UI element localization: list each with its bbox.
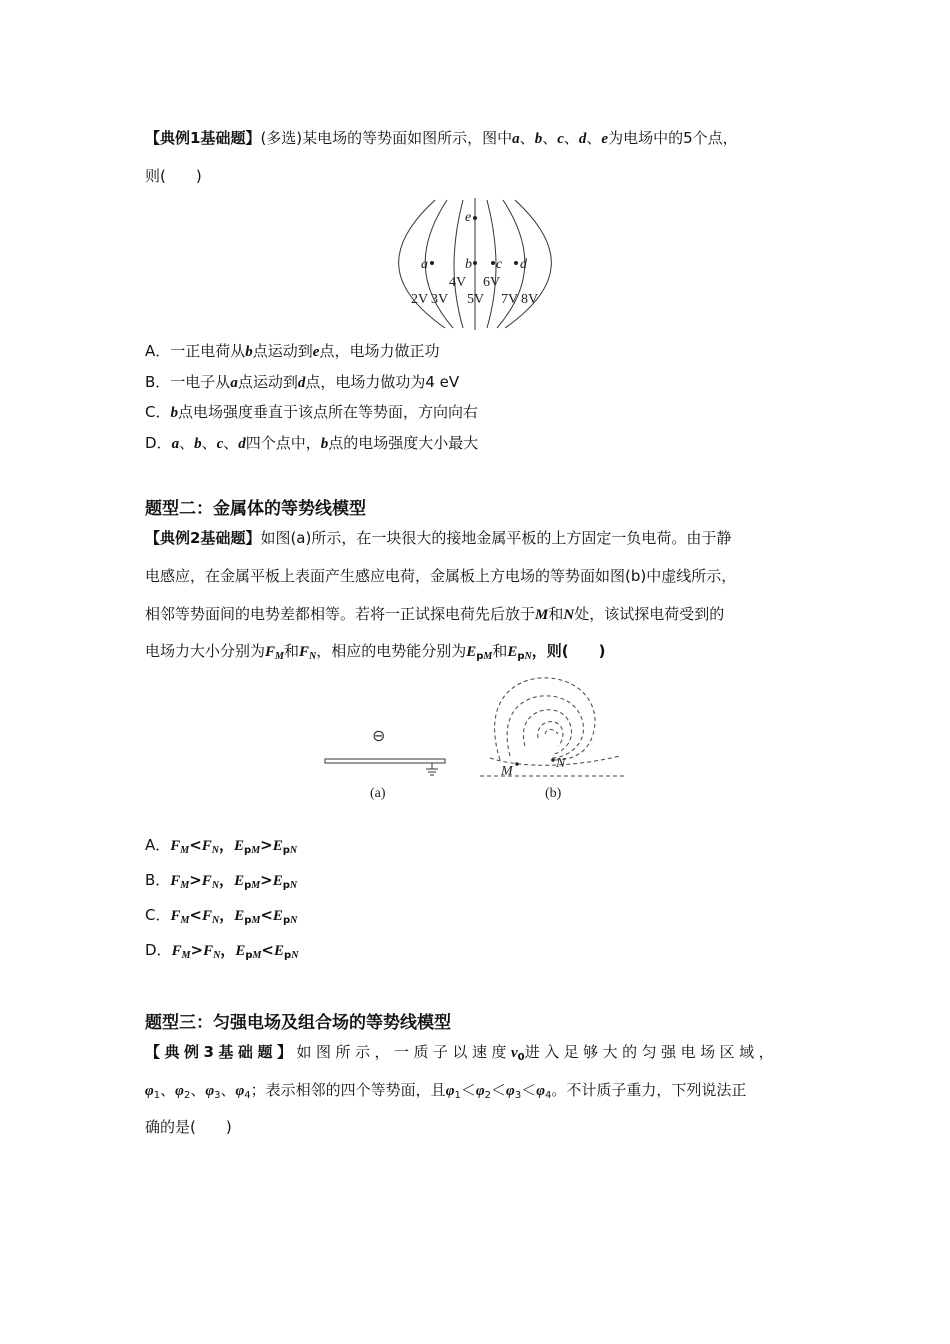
label-5v: 5V [467,292,485,307]
ex2-option-b: B．$F_M>F_N$，$E_{pM}>E_{pN}$ [145,871,298,891]
relation: < [260,906,273,924]
sub-n: N [213,950,221,961]
ex1-option-b [145,372,459,393]
ex2-line2: 电感应，在金属平板上表面产生感应电荷，金属板上方电场的等势面如图(b)中虚线所示， [145,567,737,585]
label-b: b [465,257,472,272]
dot-e [473,216,477,220]
ex2-option-d: D．$F_M>F_N$，$E_{pM}<E_{pN}$ [145,941,299,961]
var-v: v [510,1045,518,1061]
label-c: c [496,257,503,272]
section3-title: 题型三：匀强电场及组合场的等势线模型 [145,1013,451,1033]
sub-pm [245,950,261,961]
ex2-text1: 如图(a)所示，在一块很大的接地金属平板的上方固定一负电荷。由于静 [260,529,732,547]
ex2-text: 电场力大小分别为 [145,642,266,660]
dot-b [473,261,477,265]
sub-m: M [180,845,190,856]
less-than: ＜ [460,1081,476,1099]
sub-p: p [244,845,252,856]
ex1-text1: (多选)某电场的等势面如图所示，图中 [260,129,513,147]
label-e: e [465,210,472,225]
dot-a [430,261,434,265]
point-b: b [534,131,543,147]
var-f: F [201,873,212,889]
label-b-fig: (b) [545,786,562,801]
metal-plate-figure [320,676,630,804]
sub-m: M [181,950,191,961]
option-var: b [320,436,329,452]
ex1-option-c [145,402,478,423]
ex2-option-c: C．$F_M<F_N$，$E_{pM}<E_{pN}$ [145,906,298,926]
relation: < [189,906,202,924]
point-e: e [601,131,609,147]
option-var: d [238,436,246,452]
var-e: E [234,838,245,854]
option-text: 、 [223,434,239,452]
var-phi: φ [536,1083,545,1099]
var-e: E [234,873,245,889]
option-text: 点电场强度垂直于该点所在等势面，方向向右 [177,403,478,421]
sub-n: N [211,880,220,891]
option-letter: D． [145,941,172,959]
sub-m: M [483,651,493,662]
sub-p: p [517,651,525,662]
ex2-tag: 【典例2基础题】 [145,529,261,547]
sub-p: p [282,845,290,856]
var-phi: φ [506,1083,515,1099]
var-f: F [171,943,182,959]
option-text: 、 [179,434,195,452]
var-phi: φ [475,1083,485,1099]
equipotential-3v [425,200,453,328]
var-phi: φ [175,1083,184,1099]
point-m-dot [515,762,519,766]
option-text: 点运动到 [252,342,313,360]
ex1-text2: 为电场中的5个点， [608,129,738,147]
less-than: ＜ [521,1081,537,1099]
option-text: 点，电场力做功为4 eV [305,373,460,391]
sub-0: 0 [517,1052,525,1063]
label-a: a [421,257,428,272]
metal-plate [325,759,445,763]
sub-pm [476,651,492,662]
sub-n: N [291,950,299,961]
point-a: a [512,131,520,147]
var-e: E [466,644,477,660]
relation: < [261,941,274,959]
var-m: M [535,607,549,623]
label-d: d [520,257,527,272]
ex3-text: 、 [220,1081,236,1099]
label-6v: 6V [483,275,501,290]
ex2-text: 和 [492,642,508,660]
sub-p: p [244,880,252,891]
ex2-text: 和 [548,605,564,623]
sub-pn [283,845,297,856]
label-3v: 3V [431,292,449,307]
option-var: a [171,436,180,452]
option-text: 点运动到 [237,373,298,391]
sub-pn [284,950,298,961]
point-n-dot [551,758,555,762]
ex1-option-d [145,433,478,454]
sub-p: p [282,915,291,926]
sub-p: p [476,651,484,662]
label-4v: 4V [449,275,467,290]
ex1-line2: 则( ) [145,167,202,185]
sub-n: N [289,880,298,891]
ex3-text: 、 [160,1081,176,1099]
ex2-text: ，则( ) [531,642,606,660]
var-e: E [272,873,283,889]
sub-p: p [245,950,253,961]
option-var: b [170,405,178,421]
ex2-line3 [145,604,724,625]
option-text: 一正电荷从 [170,342,246,360]
ex2-line4 [145,641,605,667]
label-8v: 8V [521,292,539,307]
ex3-text: ；表示相邻的四个等势面，且 [250,1081,446,1099]
sub-pn [517,651,531,662]
var-f: F [170,908,181,924]
relation: > [260,871,273,889]
option-text: 点的电场强度大小最大 [328,434,479,452]
var-phi: φ [235,1083,245,1099]
ex3-tag: 【典例3基础题】 [145,1043,297,1061]
relation: > [189,871,202,889]
label-n-fig: N [556,756,566,771]
sub-pm [244,915,260,926]
relation: > [260,836,273,854]
ex1-line1: 【典例1基础题】(多选)某电场的等势面如图所示，图中a、b、c、d、e为电场中的5个点， [145,129,738,147]
dot-d [514,261,518,265]
point-d: d [578,131,587,147]
dot-c [491,261,495,265]
option-letter: B． [145,373,171,391]
negative-charge-symbol: ⊖ [372,726,386,745]
sub-n: N [211,845,220,856]
var-f: F [170,838,181,854]
option-letter: A． [145,342,171,360]
sub-p: p [282,880,290,891]
sub-pn [283,915,297,926]
label-a-fig: (a) [370,786,386,801]
var-f: F [203,943,214,959]
var-e: E [234,908,245,924]
ex3-line2: $\varphi_1$、$\varphi_2$、$\varphi_3$、$\varphi_4$；表示相邻的四个等势面，且$\varphi_1<\varphi_2<\varphi_3<\varphi_4$。不计质子重力，下列说法正 [145,1081,747,1101]
relation: > [190,941,204,959]
var-phi: φ [145,1083,154,1099]
sub-pm [244,845,260,856]
var-e: E [507,644,518,660]
option-letter: B． [145,871,171,889]
sub-pm [244,880,260,891]
sub-m: M [251,915,261,926]
option-letter: D． [145,434,172,452]
sub-m: M [180,915,190,926]
sub-pn [283,880,297,891]
sub-n: N [212,915,220,926]
ex2-text: ，相应的电势能分别为 [316,642,467,660]
label-7v: 7V [501,292,519,307]
option-text: 、 [201,434,217,452]
var-e: E [235,943,246,959]
option-var: b [194,436,202,452]
sub-m: M [251,845,261,856]
ex2-text: 相邻等势面间的电势差都相等。若将一正试探电荷先后放于 [145,605,536,623]
section2-title: 题型二：金属体的等势线模型 [145,499,366,519]
option-var: b [245,344,253,360]
sub-p: p [284,950,292,961]
var-e: E [274,943,285,959]
ex3-text: 、 [190,1081,206,1099]
option-letter: C． [145,906,171,924]
sub-p: p [244,915,252,926]
sub-n: N [524,651,532,662]
ex1-option-a [145,341,439,362]
sub-n: N [289,845,298,856]
ex3-line3: 确的是( ) [145,1118,232,1136]
var-f: F [265,644,276,660]
option-var: d [297,375,306,391]
point-c: c [557,131,564,147]
ex2-line1 [145,528,731,548]
ex2-text: 和 [283,642,299,660]
option-letter: A． [145,836,171,854]
var-e: E [272,838,283,854]
label-m-fig: M [501,764,513,779]
ex3-text: 。不计质子重力，下列说法正 [551,1081,747,1099]
sub-n: N [290,915,298,926]
relation: < [189,836,202,854]
option-var: c [216,436,224,452]
sub-m: M [252,950,262,961]
var-f: F [170,873,181,889]
equipotential-8v [505,200,551,328]
var-f: F [201,908,212,924]
sub-m: M [180,880,190,891]
sub-m: M [275,651,284,662]
equipotential-4v [454,200,463,328]
var-phi: φ [445,1083,455,1099]
ground-icon [426,763,438,775]
ex3-line1 [145,1042,778,1068]
label-2v: 2V [411,292,429,307]
ex2-option-a: A．$F_M<F_N$，$E_{pM}>E_{pN}$ [145,836,298,856]
option-letter: C． [145,403,171,421]
option-text: 点，电场力做正功 [319,342,440,360]
ex1-tag: 【典例1基础题】 [145,129,261,147]
option-text: 一电子从 [170,373,231,391]
option-var: e [312,344,320,360]
sub-m: M [251,880,261,891]
less-than: ＜ [491,1081,507,1099]
var-n: N [563,607,575,623]
option-var: a [230,375,238,391]
equipotential-figure [395,196,555,332]
ex3-text: 如图所示，一质子以速度 [296,1043,511,1061]
ex3-text: 进入足够大的匀强电场区域， [524,1043,779,1061]
var-f: F [201,838,212,854]
ex2-text: 处，该试探电荷受到的 [574,605,725,623]
var-e: E [272,908,283,924]
sub-n: N [308,651,317,662]
var-f: F [298,644,309,660]
option-text: 四个点中， [245,434,321,452]
var-phi: φ [205,1083,215,1099]
